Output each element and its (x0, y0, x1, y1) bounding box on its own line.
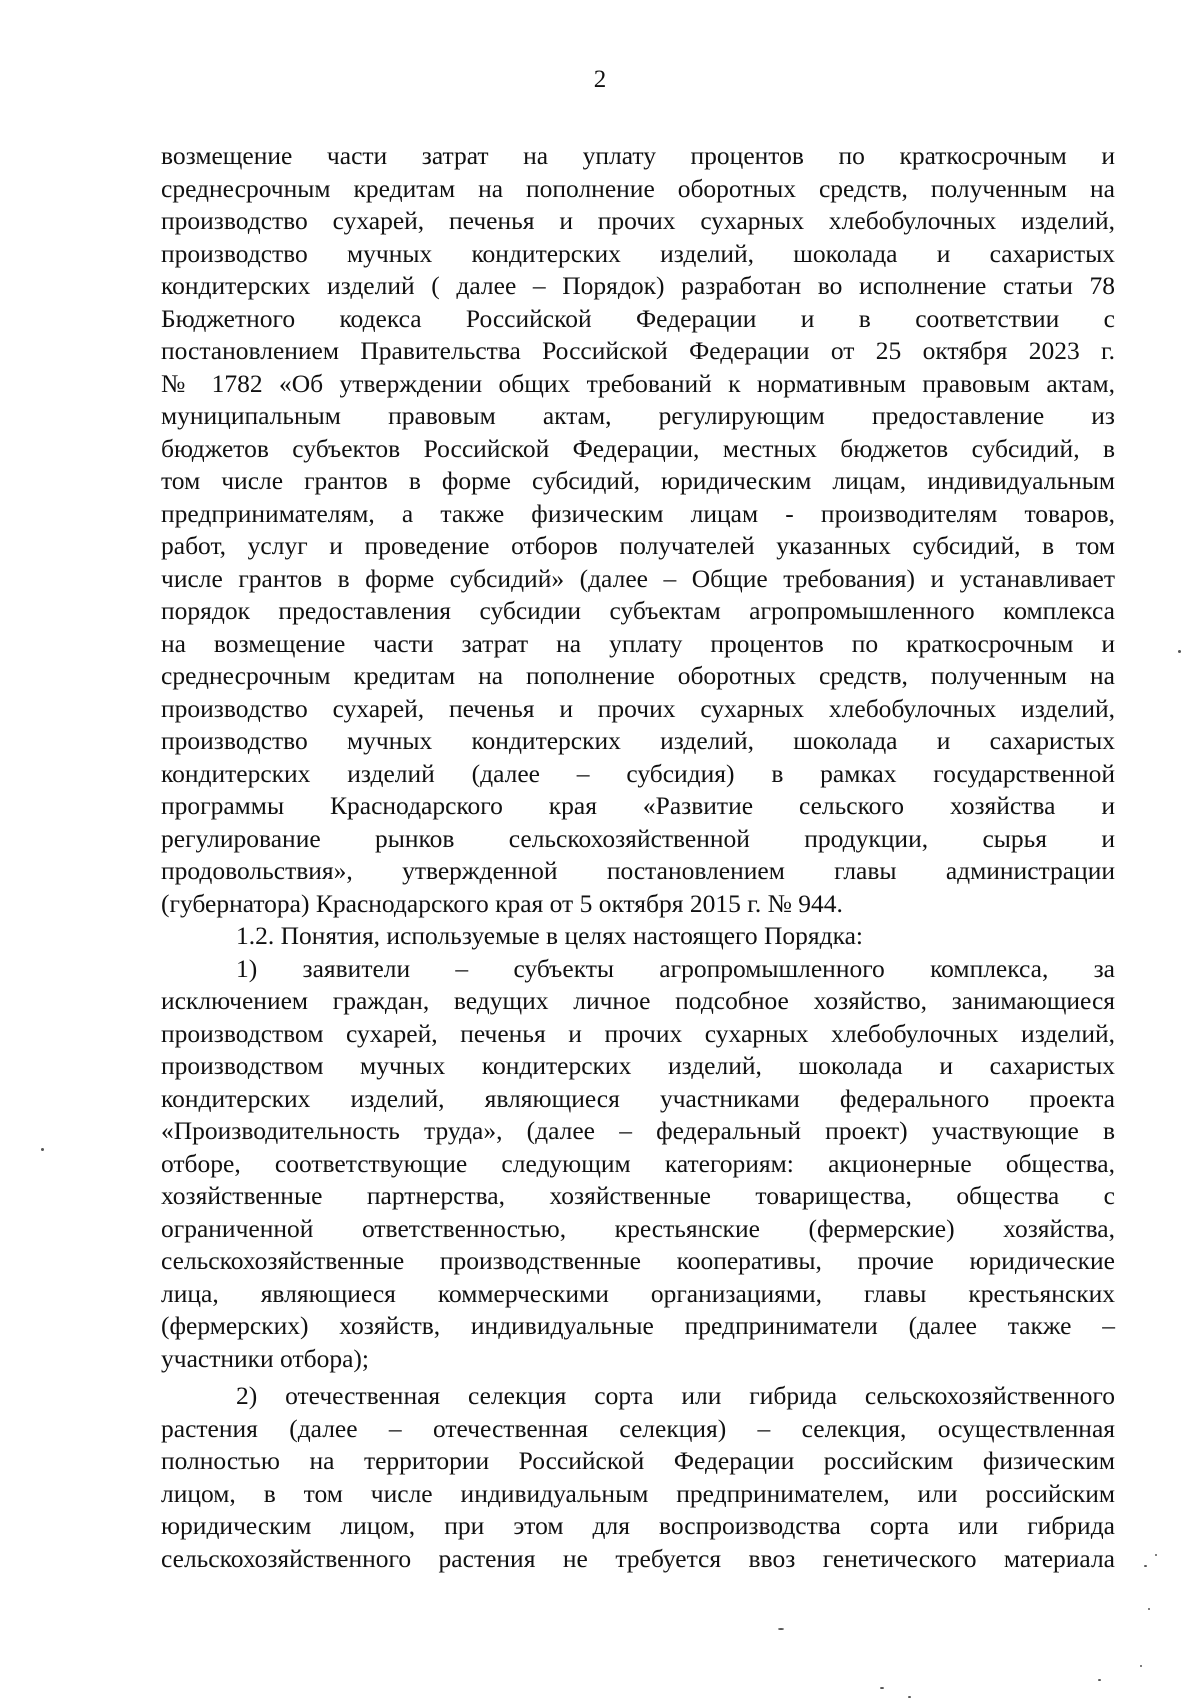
text-line: среднесрочным кредитам на пополнение оборотных средств, полученным на (161, 661, 1115, 690)
scan-speck (41, 1148, 44, 1151)
text-line: среднесрочным кредитам на пополнение оборотных средств, полученным на (161, 173, 1115, 203)
text-line: на возмещение части затрат на уплату процентов по краткосрочным и (161, 628, 1115, 658)
text-line: лицом, в том числе индивидуальным предпринимателем, или российским (161, 1478, 1115, 1508)
text-line: числе грантов в форме субсидий» (далее – Общие требования) и устанавливает (161, 563, 1115, 593)
text-line: кондитерских изделий (далее – субсидия) в рамках государственной (161, 758, 1115, 788)
text-line: кондитерских изделий ( далее – Порядок) разработан во исполнение статьи 78 (161, 271, 1115, 300)
text-line: 1.2. Понятия, используемые в целях настоящего Порядка: (236, 921, 864, 950)
scan-speck (1155, 1554, 1157, 1556)
scan-speck (880, 1687, 884, 1689)
text-line: лица, являющиеся коммерческими организациями, главы крестьянских (161, 1278, 1115, 1308)
text-line: хозяйственные партнерства, хозяйственные товарищества, общества с (161, 1181, 1115, 1210)
text-line: работ, услуг и проведение отборов получателей указанных субсидий, в том (161, 531, 1115, 560)
scan-speck (778, 1628, 784, 1630)
text-line: продовольствия», утвержденной постановлением главы администрации (161, 856, 1115, 885)
scan-speck (1148, 1608, 1150, 1610)
text-line: 2) отечественная селекция сорта или гибрида сельскохозяйственного (236, 1381, 1115, 1410)
text-line: исключением граждан, ведущих личное подсобное хозяйство, занимающиеся (161, 986, 1115, 1015)
text-line: муниципальным правовым актам, регулирующим предоставление из (161, 401, 1115, 430)
text-line: производство мучных кондитерских изделий, шоколада и сахаристых (161, 238, 1115, 268)
text-line: кондитерских изделий, являющиеся участниками федерального проекта (161, 1083, 1115, 1113)
text-line: Бюджетного кодекса Российской Федерации и в соответствии с (161, 303, 1115, 333)
text-line: производство сухарей, печенья и прочих сухарных хлебобулочных изделий, (161, 693, 1115, 723)
text-line: постановлением Правительства Российской Федерации от 25 октября 2023 г. (161, 336, 1115, 365)
text-line: полностью на территории Российской Федерации российским физическим (161, 1446, 1115, 1475)
text-line: растения (далее – отечественная селекция) – селекция, осуществленная (161, 1413, 1115, 1443)
text-line: производство мучных кондитерских изделий, шоколада и сахаристых (161, 726, 1115, 755)
text-line: регулирование рынков сельскохозяйственной продукции, сырья и (161, 823, 1115, 853)
text-line: программы Краснодарского края «Развитие сельского хозяйства и (161, 791, 1115, 820)
text-line: производством мучных кондитерских изделий, шоколада и сахаристых (161, 1051, 1115, 1080)
text-line: (фермерских) хозяйств, индивидуальные предприниматели (далее также – (161, 1311, 1115, 1340)
text-line: бюджетов субъектов Российской Федерации, местных бюджетов субсидий, в (161, 433, 1115, 463)
text-line: участники отбора); (161, 1343, 369, 1373)
text-line: возмещение части затрат на уплату процентов по краткосрочным и (161, 141, 1115, 170)
text-line: 1) заявители – субъекты агропромышленного комплекса, за (236, 953, 1115, 983)
page-number: 2 (593, 66, 607, 93)
text-line: сельскохозяйственного растения не требуется ввоз генетического материала (161, 1543, 1115, 1573)
text-line: «Производительность труда», (далее – федеральный проект) участвующие в (161, 1116, 1115, 1145)
text-line: ограниченной ответственностью, крестьянские (фермерские) хозяйства, (161, 1213, 1115, 1243)
text-line: № 1782 «Об утверждении общих требований к нормативным правовым актам, (161, 368, 1115, 398)
text-line: отборе, соответствующие следующим категориям: акционерные общества, (161, 1148, 1115, 1178)
scan-speck (1140, 1665, 1142, 1667)
text-line: юридическим лицом, при этом для воспроизводства сорта или гибрида (161, 1511, 1115, 1540)
text-line: порядок предоставления субсидии субъектам агропромышленного комплекса (161, 596, 1115, 625)
text-line: том числе грантов в форме субсидий, юридическим лицам, индивидуальным (161, 466, 1115, 495)
text-line: производство сухарей, печенья и прочих сухарных хлебобулочных изделий, (161, 206, 1115, 235)
scan-speck (1178, 650, 1181, 653)
scan-speck (1098, 1679, 1101, 1681)
body-text (161, 140, 1115, 1575)
scan-speck (1144, 1565, 1147, 1567)
text-line: (губернатора) Краснодарского края от 5 октября 2015 г. № 944. (161, 888, 843, 918)
text-line: производством сухарей, печенья и прочих сухарных хлебобулочных изделий, (161, 1018, 1115, 1048)
text-line: сельскохозяйственные производственные кооперативы, прочие юридические (161, 1246, 1115, 1275)
text-line: предпринимателям, а также физическим лицам - производителям товаров, (161, 498, 1115, 528)
